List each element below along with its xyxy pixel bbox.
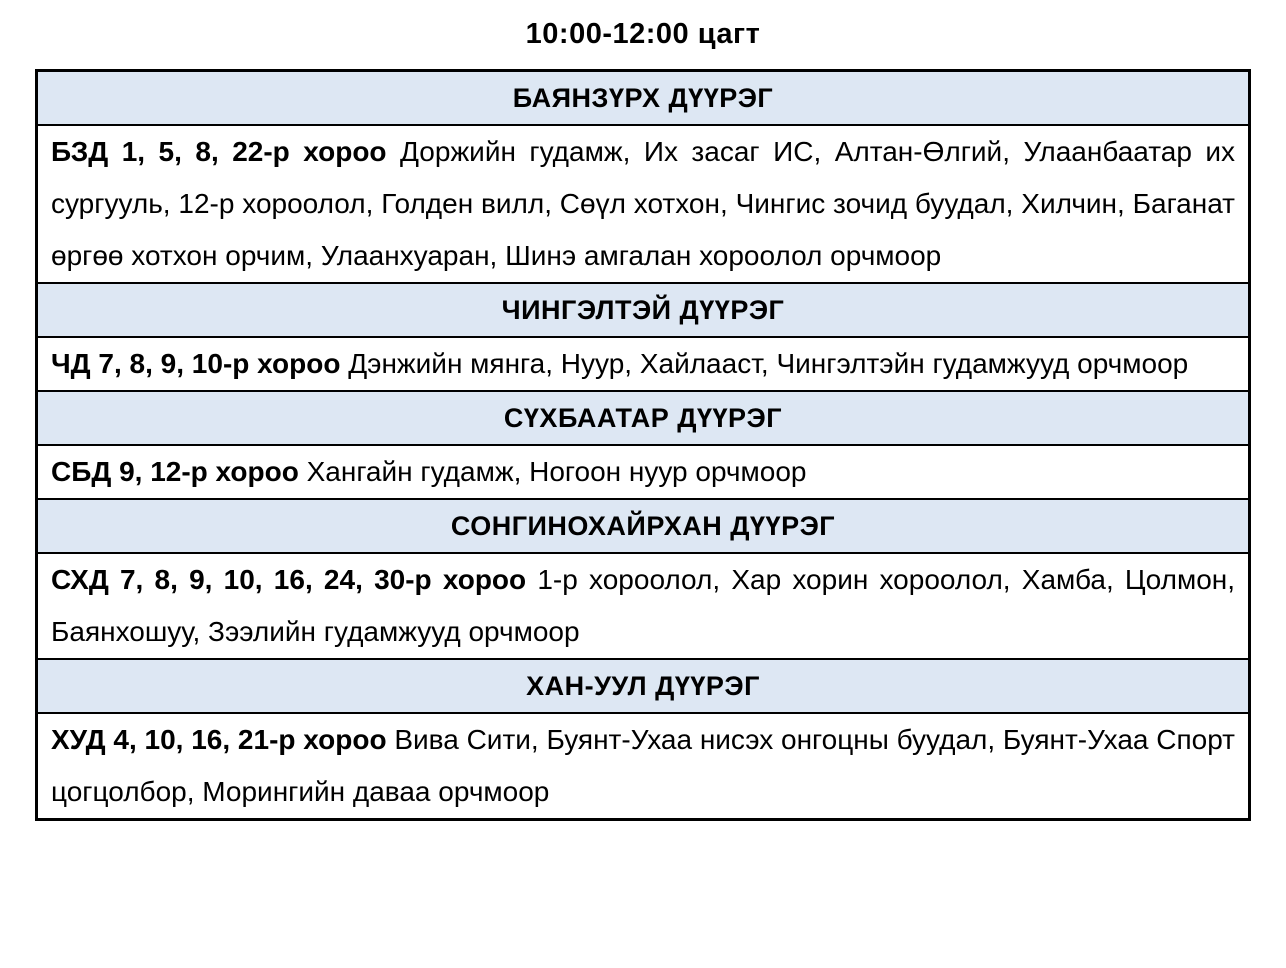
district-body [38,712,1248,818]
district-body [38,444,1248,498]
district-body [38,552,1248,658]
district-name: СОНГИНОХАЙРХАН ДҮҮРЭГ [450,511,836,541]
district-body [38,336,1248,390]
khoroo-list: ЧД 7, 8, 9, 10-р хороо [51,348,341,379]
area-details: Вива Сити, Буянт-Ухаа нисэх онгоцны буудал, Буянт-Ухаа Спорт цогцолбор, Морингийн даваа орчмоор [51,724,1236,807]
area-details: Хангайн гудамж, Ногоон нуур орчмоор [306,456,807,487]
schedule-table [35,69,1251,821]
area-details: 1-р хороолол, Хар хорин хороолол, Хамба, Цолмон, Баянхошуу, Зээлийн гудамжууд орчмоор [51,564,1236,647]
page-title: 10:00-12:00 цагт [525,18,761,50]
district-header [38,282,1248,336]
district-name: ХАН-УУЛ ДҮҮРЭГ [526,671,760,701]
khoroo-list: ХУД 4, 10, 16, 21-р хороо [51,724,387,755]
district-header [38,658,1248,712]
area-details: Дэнжийн мянга, Нуур, Хайлааст, Чингэлтэйн гудамжууд орчмоор [348,348,1189,379]
district-name: ЧИНГЭЛТЭЙ ДҮҮРЭГ [501,295,785,325]
district-header [38,72,1248,124]
khoroo-list: СХД 7, 8, 9, 10, 16, 24, 30-р хороо [51,564,527,595]
khoroo-list: СБД 9, 12-р хороо [51,456,299,487]
district-header [38,498,1248,552]
district-name: СҮХБААТАР ДҮҮРЭГ [503,403,783,433]
khoroo-list: БЗД 1, 5, 8, 22-р хороо [51,136,387,167]
district-body [38,124,1248,282]
district-header [38,390,1248,444]
area-details: Доржийн гудамж, Их засаг ИС, Алтан-Өлгий, Улаанбаатар их сургууль, 12-р хороолол, Голден вилл, Сөүл хотхон, Чингис зочид буудал, Хилчин, Баганат өргөө хотхон орчим, Улаанхуаран, Шинэ амгалан хороолол орчмоор [51,136,1236,271]
district-name: БАЯНЗҮРХ ДҮҮРЭГ [512,83,774,113]
